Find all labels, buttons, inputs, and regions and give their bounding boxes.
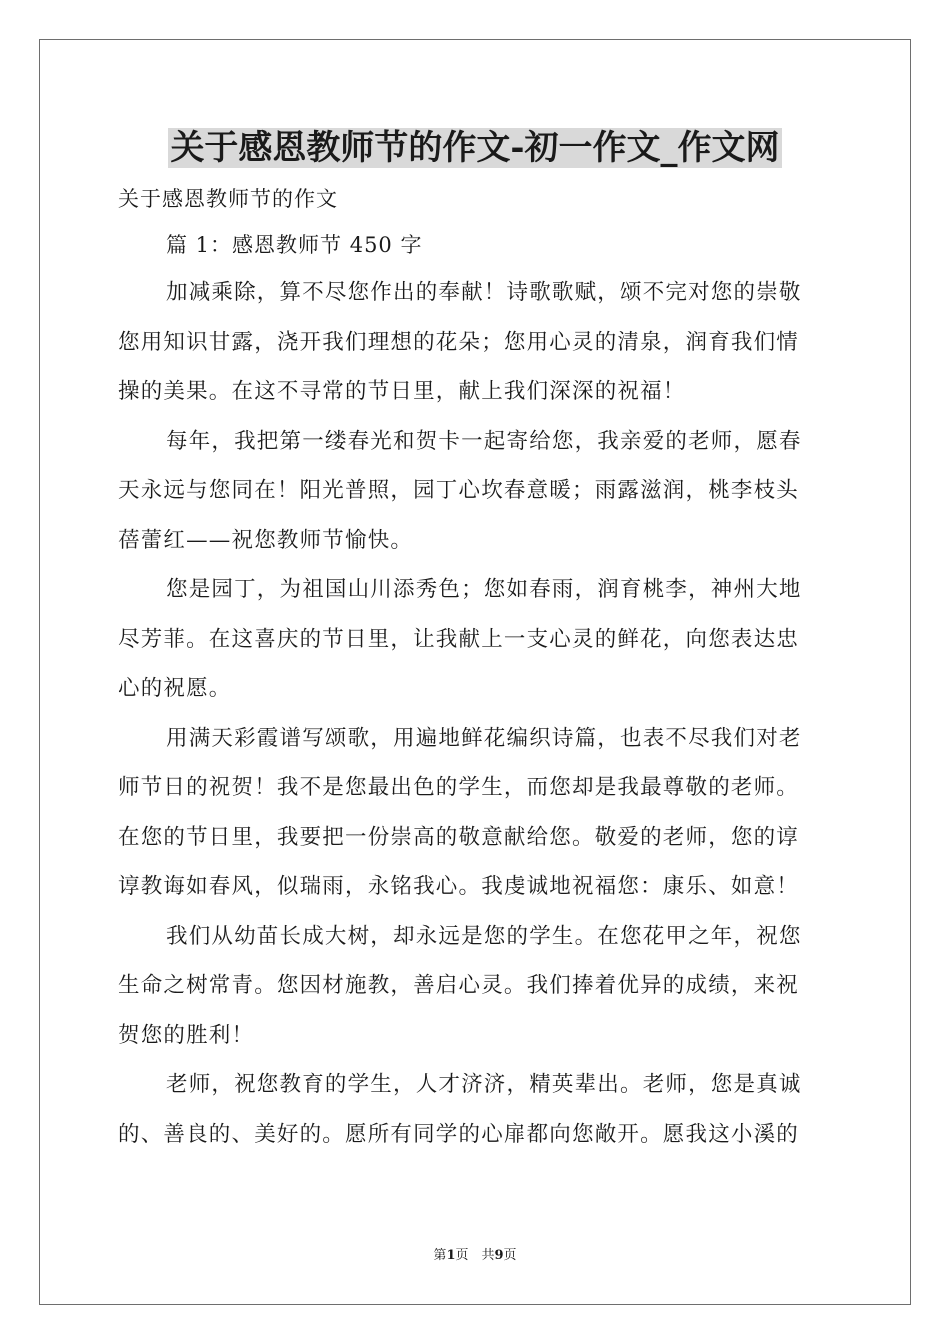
paragraph-line: 心的祝愿。 — [118, 676, 232, 701]
chapter-heading: 篇 1：感恩教师节 450 字 — [166, 233, 423, 257]
paragraph-2 — [118, 417, 834, 566]
paragraph-line: 用满天彩霞谱写颂歌，用遍地鲜花编织诗篇，也表不尽我们对老 — [166, 725, 802, 751]
document-body — [118, 176, 834, 1159]
paragraph-1 — [118, 268, 834, 417]
page-number-total: 9 — [494, 1248, 504, 1263]
paragraph-line: 尽芳菲。在这喜庆的节日里，让我献上一支心灵的鲜花，向您表达忠 — [118, 626, 800, 652]
paragraph-line: 老师，祝您教育的学生，人才济济，精英辈出。老师，您是真诚 — [166, 1072, 802, 1097]
page-number-current: 1 — [446, 1248, 456, 1263]
paragraph-line: 师节日的祝贺！我不是您最出色的学生，而您却是我最尊敬的老师。 — [118, 775, 800, 800]
paragraph-5 — [118, 912, 834, 1061]
paragraph-line: 的、善良的、美好的。愿所有同学的心扉都向您敞开。愿我这小溪的 — [118, 1121, 800, 1147]
page-number-suffix: 页 — [503, 1248, 517, 1263]
paragraph-line: 您是园丁，为祖国山川添秀色；您如春雨，润育桃李，神州大地 — [166, 577, 802, 602]
paragraph-line: 操的美果。在这不寻常的节日里，献上我们深深的祝福！ — [118, 379, 686, 404]
page-footer — [0, 1247, 950, 1265]
paragraph-line: 生命之树常青。您因材施教，善启心灵。我们捧着优异的成绩，来祝 — [118, 973, 800, 998]
document-title — [0, 126, 950, 170]
document-title-text: 关于感恩教师节的作文-初一作文_作文网 — [170, 128, 780, 168]
paragraph-line: 每年，我把第一缕春光和贺卡一起寄给您，我亲爱的老师，愿春 — [166, 428, 802, 454]
paragraph-line: 蓓蕾红——祝您教师节愉快。 — [118, 527, 414, 553]
paragraph-3 — [118, 565, 834, 714]
page-number-prefix: 第 — [433, 1248, 447, 1263]
paragraph-6 — [118, 1060, 834, 1159]
paragraph-line: 加减乘除，算不尽您作出的奉献！诗歌歌赋，颂不完对您的崇敬 — [166, 280, 802, 305]
paragraph-line: 天永远与您同在！阳光普照，园丁心坎春意暖；雨露滋润，桃李枝头 — [118, 478, 800, 503]
paragraph-line: 在您的节日里，我要把一份崇高的敬意献给您。敬爱的老师，您的谆 — [118, 824, 800, 850]
document-subheading: 关于感恩教师节的作文 — [118, 187, 338, 211]
paragraph-line: 谆教诲如春风，似瑞雨，永铭我心。我虔诚地祝福您：康乐、如意！ — [118, 874, 800, 899]
paragraph-4 — [118, 714, 834, 912]
paragraph-line: 贺您的胜利！ — [118, 1022, 255, 1048]
paragraph-line: 我们从幼苗长成大树，却永远是您的学生。在您花甲之年，祝您 — [166, 923, 802, 949]
page-number-mid: 页 共 — [455, 1248, 495, 1263]
paragraph-line: 您用知识甘露，浇开我们理想的花朵；您用心灵的清泉，润育我们情 — [118, 329, 800, 355]
